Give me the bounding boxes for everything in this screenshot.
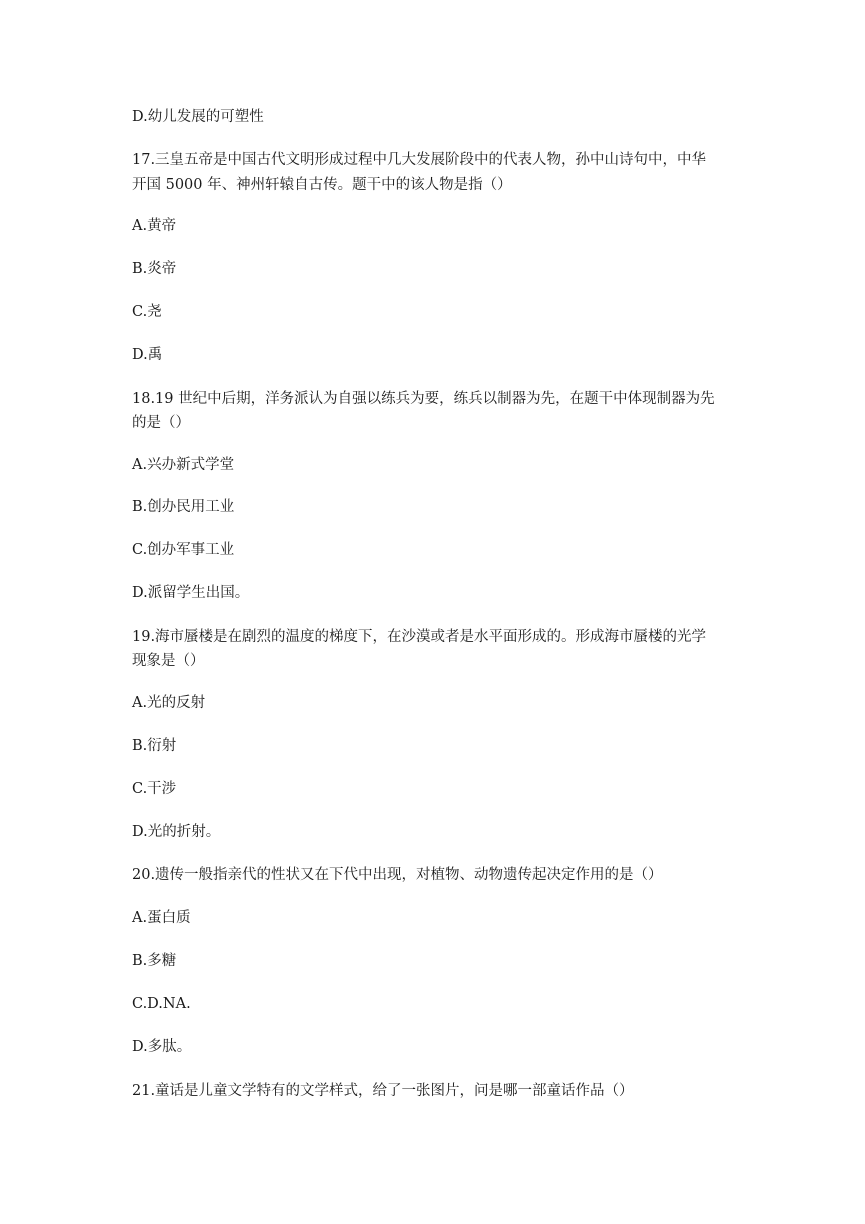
question-18-line-1: 18.19 世纪中后期，洋务派认为自强以练兵为要，练兵以制器为先，在题干中体现制器为先 xyxy=(132,391,715,407)
option-b-q19: B.衍射 xyxy=(132,738,177,754)
option-b-q18: B.创办民用工业 xyxy=(132,499,235,515)
question-17-line-2: 开国 5000 年、神州轩辕自古传。题干中的该人物是指（） xyxy=(132,177,512,193)
option-d-q18: D.派留学生出国。 xyxy=(132,585,250,601)
option-a-q18: A.兴办新式学堂 xyxy=(132,457,235,473)
option-a-q20: A.蛋白质 xyxy=(132,910,191,926)
question-19-line-2: 现象是（） xyxy=(132,653,205,669)
question-18-line-2: 的是（） xyxy=(132,415,190,431)
option-a-q19: A.光的反射 xyxy=(132,695,206,711)
option-c-q19: C.干涉 xyxy=(132,781,177,797)
question-19-line-1: 19.海市蜃楼是在剧烈的温度的梯度下，在沙漠或者是水平面形成的。形成海市蜃楼的光学 xyxy=(132,629,707,645)
option-d-q19: D.光的折射。 xyxy=(132,824,221,840)
option-d-q16: D.幼儿发展的可塑性 xyxy=(132,109,264,125)
question-21-line-1: 21.童话是儿童文学特有的文学样式，给了一张图片，问是哪一部童话作品（） xyxy=(132,1083,634,1099)
option-c-q17: C.尧 xyxy=(132,304,162,320)
option-d-q17: D.禹 xyxy=(132,347,163,363)
option-b-q20: B.多糖 xyxy=(132,953,177,969)
option-d-q20: D.多肽。 xyxy=(132,1039,192,1055)
option-c-q18: C.创办军事工业 xyxy=(132,542,235,558)
question-17-line-1: 17.三皇五帝是中国古代文明形成过程中几大发展阶段中的代表人物，孙中山诗句中，中华 xyxy=(132,152,707,168)
option-b-q17: B.炎帝 xyxy=(132,261,177,277)
option-c-q20: C.D.NA. xyxy=(132,996,191,1012)
option-a-q17: A.黄帝 xyxy=(132,218,177,234)
question-20-line-1: 20.遗传一般指亲代的性状又在下代中出现，对植物、动物遗传起决定作用的是（） xyxy=(132,867,663,883)
